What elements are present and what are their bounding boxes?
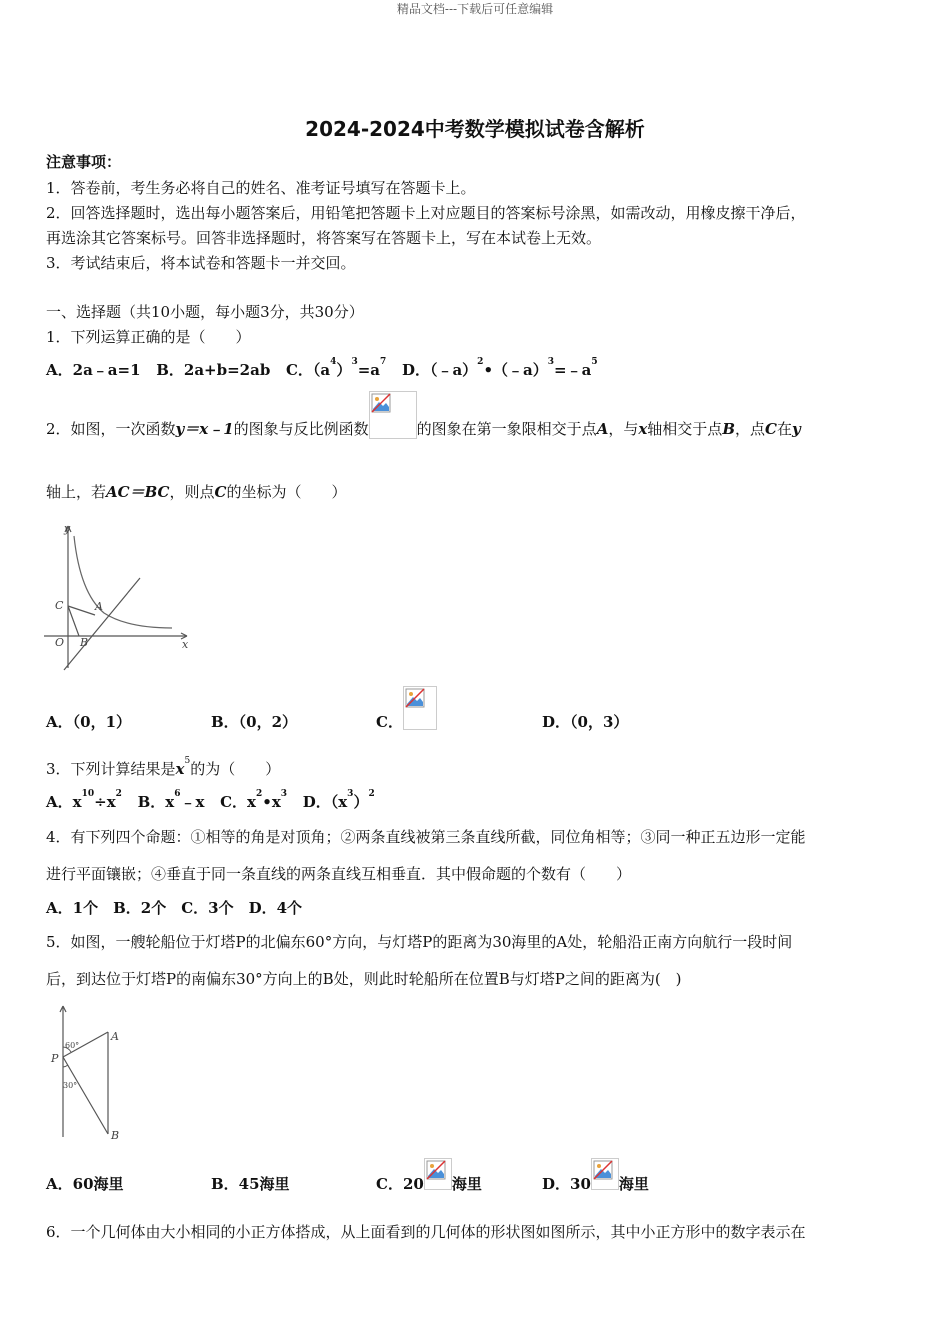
broken-image-icon (591, 1158, 619, 1190)
notice-item-2-cont: 再选涂其它答案标号。回答非选择题时，将答案写在答题卡上，写在本试卷上无效。 (46, 229, 602, 247)
q3-option-d: D．$(x^3)^2$ (302, 789, 375, 811)
notice-item-3: 3．考试结束后，将本试卷和答题卡一并交回。 (46, 254, 356, 272)
broken-image-icon (424, 1158, 452, 1190)
q2-stem-line2: 轴上，若AC＝BC，则点C的坐标为（ ） (46, 483, 347, 501)
q5-option-c: C．20 海里 (376, 1173, 482, 1194)
q2-option-a: A．（0，1） (46, 713, 132, 731)
q1-option-a: A．2a﹣a=1 (46, 361, 141, 379)
broken-image-icon (369, 391, 417, 439)
q3-stem: 3．下列计算结果是$x^5$的为（ ） (46, 756, 281, 778)
fig-c-label: C (55, 599, 64, 612)
q5-option-b: B．45海里 (211, 1175, 290, 1193)
section-heading: 一、选择题（共10小题，每小题3分，共30分） (46, 303, 364, 321)
fig-a-label: A (95, 600, 103, 613)
q4-stem-line1: 4．有下列四个命题：①相等的角是对顶角；②两条直线被第三条直线所截，同位角相等；③同一种正五边形一定能 (46, 828, 806, 846)
q6-stem-line1: 6．一个几何体由大小相同的小正方体搭成，从上面看到的几何体的形状图如图所示，其中小正方形中的数字表示在 (46, 1223, 806, 1241)
notice-item-1: 1．答卷前，考生务必将自己的姓名、准考证号填写在答题卡上。 (46, 179, 476, 197)
page-title: 2024-2024中考数学模拟试卷含解析 (305, 117, 645, 141)
fig-y-label: y (64, 522, 71, 535)
q3-option-b: B．$x^6﹣x$ (137, 789, 205, 811)
q3-option-a: A．$x^{10}\div x^2$ (46, 789, 122, 811)
q4-options: A．1个 B．2个 C．3个 D．4个 (46, 899, 303, 917)
fig-b-label: B (111, 1129, 120, 1142)
notice-heading: 注意事项： (46, 153, 122, 171)
q5-option-a: A．60海里 (46, 1175, 124, 1193)
fig-p-label: P (51, 1052, 59, 1065)
q2-stem-line1: 2．如图，一次函数y＝x﹣1的图象与反比例函数 的图象在第一象限相交于点A，与x轴相交于点B，点C在y (46, 418, 801, 439)
fig-x-label: x (182, 638, 189, 651)
q1-option-d: D．$(﹣a)^2•(﹣a)^3=﹣a^5$ (401, 357, 598, 379)
q3-option-c: C．$x^2•x^3$ (220, 789, 288, 811)
fig-angle-60: 60° (65, 1041, 80, 1050)
q2-option-d: D．（0，3） (542, 713, 629, 731)
q1-stem: 1．下列运算正确的是（ ） (46, 328, 251, 346)
q1-option-c: C．$(a^4)^3=a^7$ (285, 357, 387, 379)
q5-stem-line2: 后，到达位于灯塔P的南偏东30°方向上的B处，则此时轮船所在位置B与灯塔P之间的距离为( ) (46, 970, 682, 988)
fig-angle-30: 30° (63, 1081, 78, 1090)
q1-option-b: B．2a+b=2ab (156, 361, 271, 379)
q2-option-c: C． (376, 711, 437, 732)
page-header: 精品文档---下载后可任意编辑 (396, 2, 554, 16)
notice-item-2: 2．回答选择题时，选出每小题答案后，用铅笔把答题卡上对应题目的答案标号涂黑，如需改动，用橡皮擦干净后， (46, 204, 806, 222)
q1-options (46, 359, 598, 380)
q5-figure (44, 1002, 134, 1147)
broken-image-icon (403, 686, 437, 730)
q5-option-d: D．30 海里 (542, 1173, 649, 1194)
q2-figure (42, 518, 197, 678)
fig-o-label: O (55, 636, 65, 649)
q3-options (46, 791, 375, 812)
fig-b-label: B (80, 636, 89, 649)
q5-stem-line1: 5．如图，一艘轮船位于灯塔P的北偏东60°方向，与灯塔P的距离为30海里的A处，轮船沿正南方向航行一段时间 (46, 933, 793, 951)
q4-stem-line2: 进行平面镶嵌；④垂直于同一条直线的两条直线互相垂直．其中假命题的个数有（ ） (46, 865, 632, 883)
fig-a-label: A (111, 1030, 119, 1043)
q2-option-b: B．（0，2） (211, 713, 298, 731)
